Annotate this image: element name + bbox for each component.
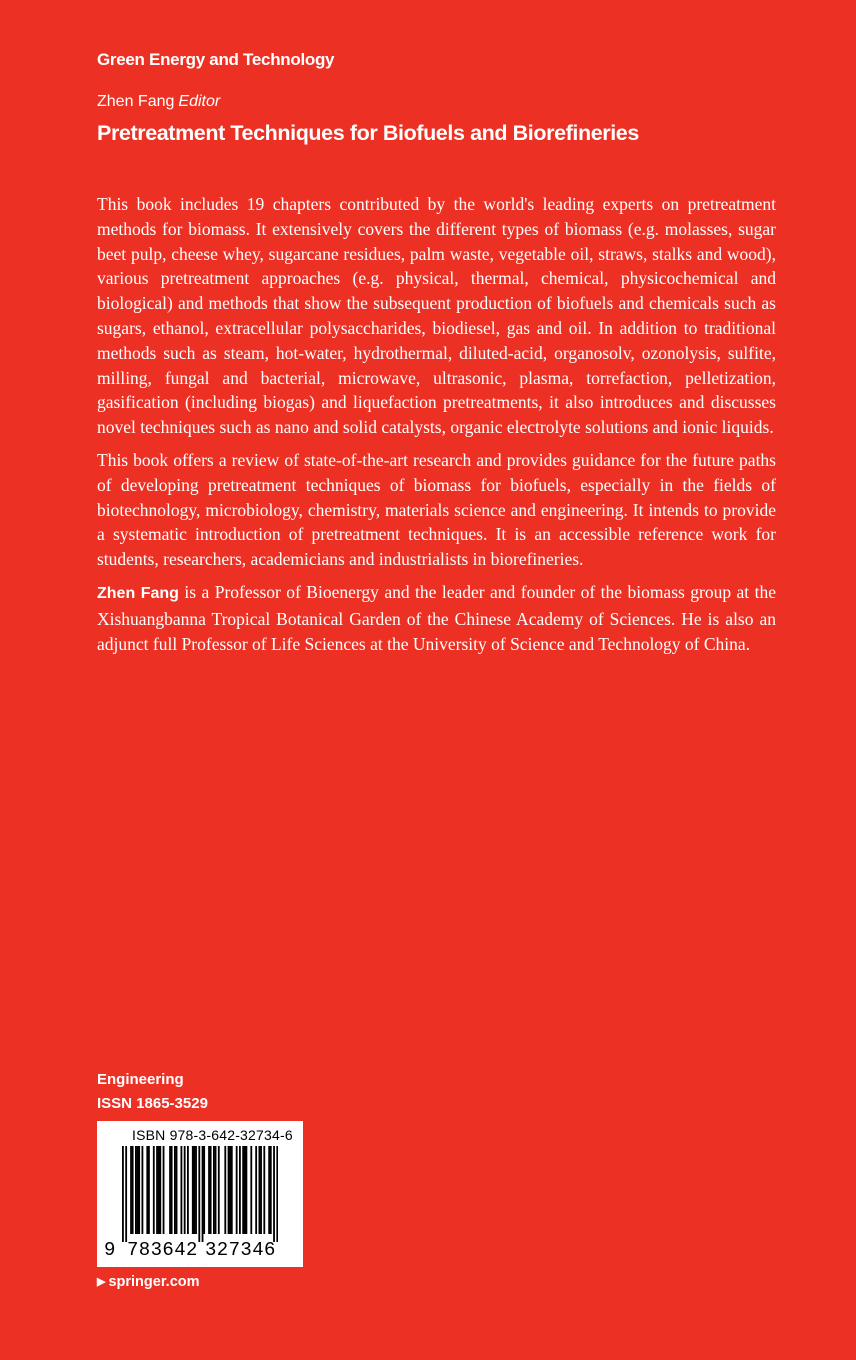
barcode-bar bbox=[210, 1146, 212, 1234]
barcode-bar bbox=[228, 1146, 230, 1234]
barcode-bar bbox=[163, 1146, 165, 1234]
barcode-bar bbox=[273, 1146, 275, 1242]
springer-link[interactable] bbox=[97, 1274, 200, 1290]
barcode-bar bbox=[229, 1146, 231, 1234]
barcode-bar bbox=[255, 1146, 257, 1234]
barcode-bar bbox=[137, 1146, 139, 1234]
barcode-bar bbox=[259, 1146, 261, 1234]
barcode-bar bbox=[246, 1146, 248, 1234]
barcode-bar bbox=[224, 1146, 226, 1234]
barcode-bar bbox=[158, 1146, 160, 1234]
barcode-bar bbox=[213, 1146, 215, 1234]
barcode-bar bbox=[132, 1146, 134, 1234]
barcode-bar bbox=[215, 1146, 217, 1234]
barcode-bar bbox=[231, 1146, 233, 1234]
barcode-bar bbox=[276, 1146, 278, 1242]
editor-line bbox=[97, 93, 220, 111]
series-name: Green Energy and Technology bbox=[97, 50, 335, 69]
barcode-bar bbox=[239, 1146, 241, 1234]
barcode-bar bbox=[176, 1146, 178, 1234]
barcode-bar bbox=[135, 1146, 137, 1234]
barcode-bar bbox=[244, 1146, 246, 1234]
barcode-bar bbox=[169, 1146, 171, 1234]
barcode-bar bbox=[184, 1146, 186, 1234]
barcode-bar bbox=[208, 1146, 210, 1234]
barcode-digits-right: 327346 bbox=[205, 1239, 276, 1261]
book-title: Pretreatment Techniques for Biofuels and Biorefineries bbox=[97, 121, 639, 145]
barcode-bar bbox=[138, 1146, 140, 1234]
barcode-bar bbox=[260, 1146, 262, 1234]
barcode-bar bbox=[153, 1146, 155, 1234]
blurb-paragraph-2: This book offers a review of state-of-the-art research and provides guidance for the future paths of developing pretreatment techniques of biomass for biofuels, especially in the fields of biotechnology, microbiology, chemistry, materials science and engineering. It intends to provide a systematic introduction of pretreatment techniques. It is an accessible reference work for students, researchers, academicians and industrialists in biorefineries. bbox=[97, 449, 776, 570]
isbn-label: ISBN 978-3-642-32734-6 bbox=[132, 1127, 293, 1143]
barcode-bar bbox=[202, 1146, 204, 1242]
barcode-bar bbox=[130, 1146, 132, 1234]
blurb-paragraph-1: This book includes 19 chapters contributed by the world's leading experts on pretreatment methods for biomass. It extensively covers the different types of biomass (e.g. molasses, sugar beet pulp, cheese whey, sugarcane residues, palm waste, vegetable oil, straws, stalks and wood), various pretreatment approaches (e.g. physical, thermal, chemical, physicochemical and biological) and methods that show the subsequent production of biofuels and chemicals such as sugars, ethanol, extracellular polysaccharides, biodiesel, gas and oil. In addition to traditional methods such as steam, hot-water, hydrothermal, diluted-acid, organosolv, ozonolysis, sulfite, milling, fungal and bacterial, microwave, ultrasonic, plasma, torrefaction, pelletization, gasification (including biogas) and liquefaction pretreatments, it also introduces and discusses novel techniques such as nano and solid catalysts, organic electrolyte solutions and ionic liquids. bbox=[97, 194, 776, 438]
editor-role: Editor bbox=[178, 93, 221, 110]
barcode-bar bbox=[122, 1146, 124, 1242]
barcode-bar bbox=[125, 1146, 127, 1242]
subject-category: Engineering bbox=[97, 1071, 184, 1088]
barcode-bar bbox=[171, 1146, 173, 1234]
barcode-bar bbox=[218, 1146, 220, 1234]
barcode-bar bbox=[270, 1146, 272, 1234]
barcode-bar bbox=[146, 1146, 148, 1234]
barcode-bar bbox=[194, 1146, 196, 1234]
barcode-box bbox=[97, 1121, 303, 1267]
barcode-bar bbox=[236, 1146, 238, 1234]
barcode-bar bbox=[181, 1146, 183, 1234]
barcode-bar bbox=[187, 1146, 189, 1234]
author-bio-text: is a Professor of Bioenergy and the leader and founder of the biomass group at the Xishuangbanna Tropical Botanical Garden of the Chinese Academy of Sciences. He is also an adjunct full Professor of Life Sciences at the University of Science and Technology of China. bbox=[97, 581, 776, 654]
barcode-bar bbox=[250, 1146, 252, 1234]
author-bio-name: Zhen Fang bbox=[97, 584, 179, 602]
editor-name: Zhen Fang bbox=[97, 93, 175, 110]
barcode-bar bbox=[203, 1146, 205, 1234]
barcode-bar bbox=[198, 1146, 200, 1242]
barcode-bar bbox=[195, 1146, 197, 1234]
barcode-bar bbox=[159, 1146, 161, 1234]
barcode-bar bbox=[156, 1146, 158, 1234]
issn-number: ISSN 1865-3529 bbox=[97, 1095, 208, 1112]
barcode-bar bbox=[268, 1146, 270, 1234]
barcode-bar bbox=[263, 1146, 265, 1234]
barcode-bar bbox=[148, 1146, 150, 1234]
barcode-digit-first: 9 bbox=[104, 1239, 116, 1261]
springer-link-label: springer.com bbox=[108, 1274, 200, 1290]
back-cover-blurb bbox=[97, 192, 776, 664]
barcode-bar bbox=[242, 1146, 244, 1234]
barcode-icon bbox=[122, 1146, 278, 1242]
arrow-right-icon: ▶ bbox=[97, 1276, 106, 1288]
barcode-bar bbox=[192, 1146, 194, 1234]
barcode-bar bbox=[142, 1146, 144, 1234]
barcode-digits-left: 783642 bbox=[127, 1239, 198, 1261]
barcode-bar bbox=[174, 1146, 176, 1234]
author-bio bbox=[97, 580, 776, 656]
